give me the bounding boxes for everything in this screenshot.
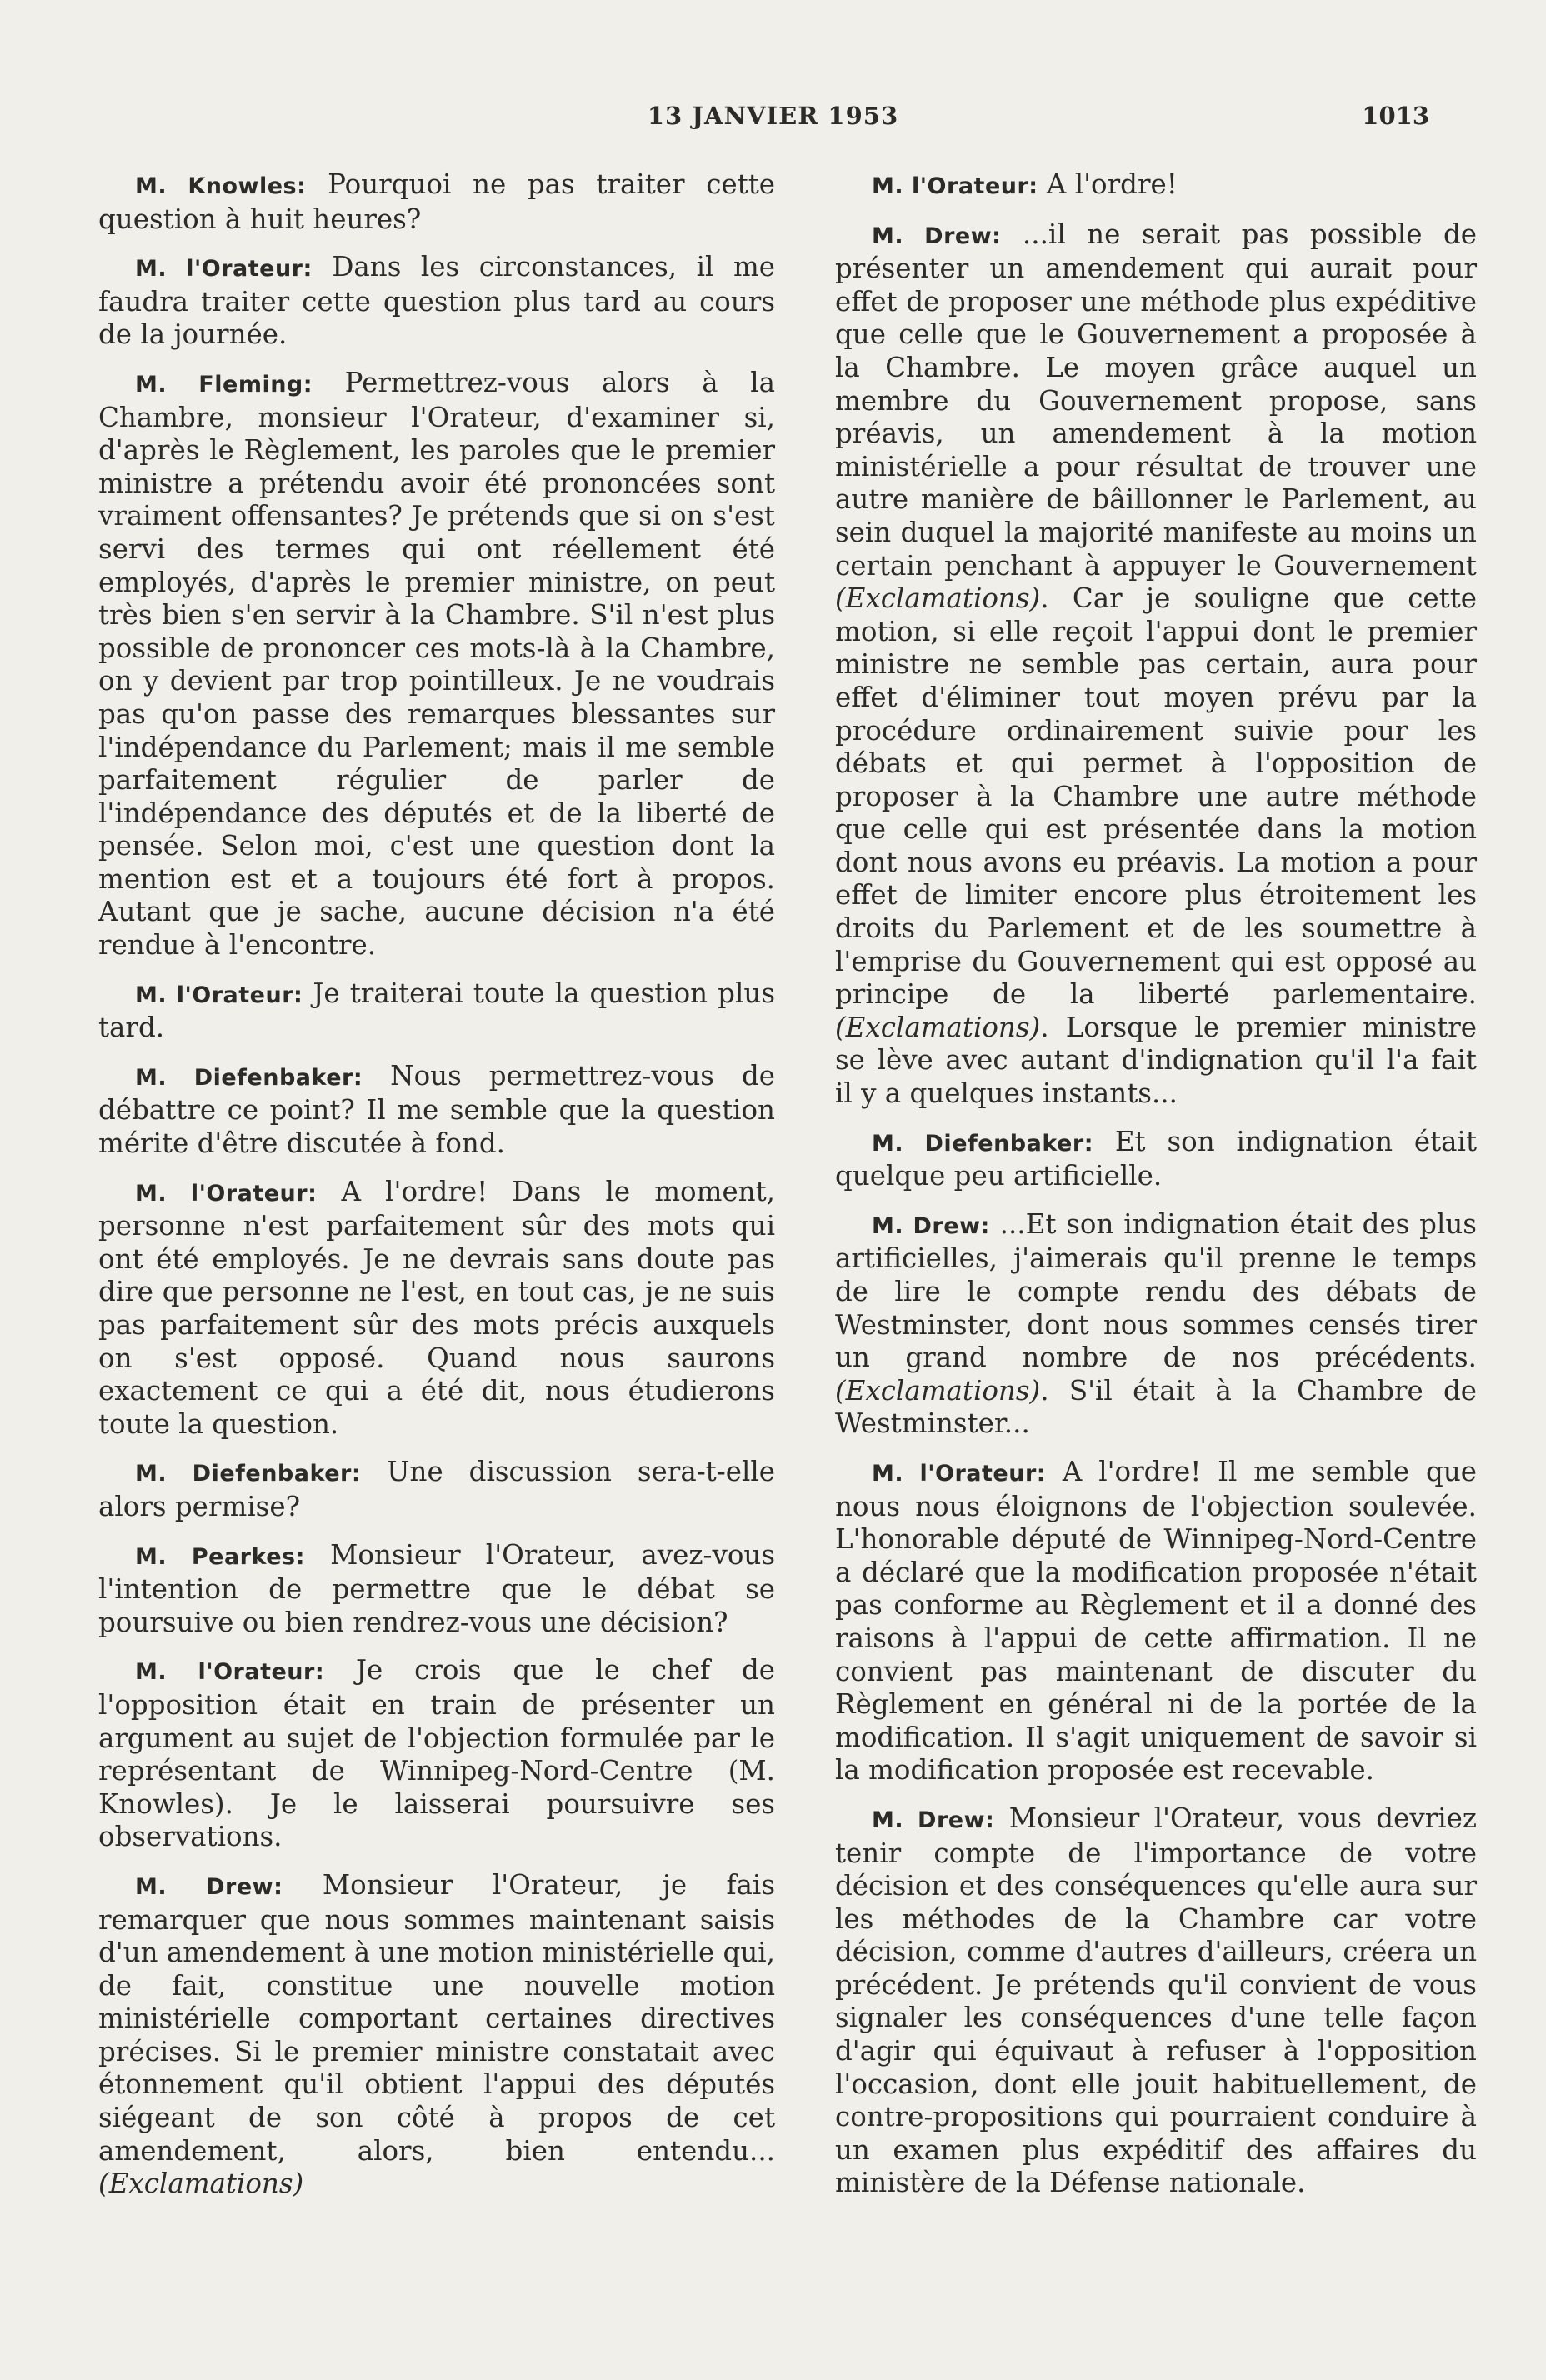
- speaker-name: M. Fleming:: [135, 371, 313, 398]
- paragraph-text: Nous permettrez-vous de débattre ce point? Il me semble que la question mérite d'être discutée à fond.: [98, 1059, 775, 1160]
- paragraph: [835, 1126, 1477, 1193]
- paragraph-text: Je traiterai toute la question plus tard.: [98, 977, 775, 1044]
- paragraph-text: A l'ordre! Dans le moment, personne n'est parfaitement sûr des mots qui ont été employés. Je ne devrais sans doute pas dire que personne ne l'est, en tout cas, je ne suis pas parfaitement sûr des mots précis auxquels on s'est opposé. Quand nous saurons exactement ce qui a été dit, nous étudierons toute la question.: [98, 1175, 775, 1440]
- paragraph: [835, 218, 1477, 1111]
- speaker-name: M. Drew:: [135, 1873, 283, 1900]
- speaker-name: M. Drew:: [872, 1212, 990, 1239]
- speaker-name: M. Drew:: [872, 222, 1002, 249]
- paragraph: [98, 367, 775, 962]
- paragraph-text: ...il ne serait pas possible de présenter un amendement qui aurait pour effet de proposer une méthode plus expéditive que celle que le Gouvernement a proposée à la Chambre. Le moyen grâce auquel un membre du Gouvernement propose, sans préavis, un amendement à la motion ministérielle a pour résultat de trouver une autre manière de bâillonner le Parlement, au sein duquel la majorité manifeste au moins un certain penchant à appuyer le Gouvernement: [835, 218, 1477, 582]
- paragraph: [98, 978, 775, 1045]
- paragraph-text: . Car je souligne que cette motion, si elle reçoit l'appui dont le premier ministre ne semble pas certain, aura pour effet d'éliminer tout moyen prévu par la procédure ordinairement suivie pour les débats et qui permet à l'opposition de proposer à la Chambre une autre méthode que celle qui est présentée dans la motion dont nous avons eu préavis. La motion a pour effet de limiter encore plus étroitement les droits du Parlement et de les soumettre à l'emprise du Gouvernement qui est opposé au principe de la liberté parlementaire.: [835, 582, 1477, 1011]
- speaker-name: M. Diefenbaker:: [135, 1461, 362, 1488]
- paragraph: [835, 1456, 1477, 1788]
- interjection: (Exclamations): [835, 582, 1041, 615]
- paragraph-text: Monsieur l'Orateur, avez-vous l'intention de permettre que le débat se poursuive ou bien rendrez-vous une décision?: [98, 1538, 776, 1638]
- speaker-name: M. l'Orateur:: [135, 1180, 318, 1207]
- paragraph: [835, 1802, 1477, 2200]
- paragraph-text: Dans les circonstances, il me faudra traiter cette question plus tard au cours de la journée.: [98, 251, 775, 351]
- speaker-name: M. Diefenbaker:: [872, 1130, 1093, 1157]
- paragraph: [98, 1539, 775, 1640]
- speaker-name: M. Knowles:: [135, 173, 307, 199]
- paragraph: [98, 1869, 775, 2201]
- interjection: (Exclamations): [835, 1374, 1041, 1407]
- speaker-name: M. Pearkes:: [135, 1543, 305, 1570]
- speaker-name: M. l'Orateur:: [135, 1659, 325, 1686]
- interjection: (Exclamations): [98, 2168, 304, 2200]
- page-header: [100, 102, 1446, 143]
- paragraph-text: Pourquoi ne pas traiter cette question à huit heures?: [98, 168, 775, 235]
- paragraph: [98, 1176, 775, 1442]
- paragraph-text: Et son indignation était quelque peu artificielle.: [835, 1125, 1477, 1192]
- page-date: 13 JANVIER 1953: [647, 102, 899, 130]
- paragraph: [98, 1456, 775, 1523]
- right-column: [835, 168, 1477, 2215]
- paragraph-text: . S'il était à la Chambre de Westminster...: [835, 1374, 1477, 1440]
- paragraph-text: Monsieur l'Orateur, vous devriez tenir compte de l'importance de votre décision et des conséquences qu'elle aura sur les méthodes de la Chambre car votre décision, comme d'autres d'ailleurs, créera un précédent. Je prétends qu'il convient de vous signaler les conséquences d'une telle façon d'agir qui équivaut à refuser à l'opposition l'occasion, dont elle jouit habituellement, de contre-propositions qui pourraient conduire à un examen plus expéditif des affaires du ministère de la Défense nationale.: [835, 1802, 1477, 2199]
- speaker-name: M. l'Orateur:: [135, 256, 313, 282]
- speaker-name: M. Drew:: [872, 1807, 995, 1833]
- paragraph-text: A l'ordre! Il me semble que nous nous éloignons de l'objection soulevée. L'honorable député de Winnipeg-Nord-Centre a déclaré que la modification proposée n'était pas conforme au Règlement et il a donné des raisons à l'appui de cette affirmation. Il ne convient pas maintenant de discuter du Règlement en général ni de la portée de la modification. Il s'agit uniquement de savoir si la modification proposée est recevable.: [835, 1455, 1478, 1787]
- speaker-name: M. Diefenbaker:: [135, 1064, 363, 1091]
- paragraph-text: ...Et son indignation était des plus artificielles, j'aimerais qu'il prenne le temps de lire le compte rendu des débats de Westminster, dont nous sommes censés tirer un grand nombre de nos précédents.: [835, 1208, 1477, 1374]
- paragraph-text: Monsieur l'Orateur, je fais remarquer que nous sommes maintenant saisis d'un amendement à une motion ministérielle qui, de fait, constitue une nouvelle motion ministérielle comportant certaines directives précises. Si le premier ministre constatait avec étonnement qu'il obtient l'appui des députés siégeant de son côté à propos de cet amendement, alors, bien entendu...: [98, 1868, 775, 2167]
- paragraph: [98, 1060, 775, 1161]
- interjection: (Exclamations): [835, 1011, 1041, 1043]
- paragraph: [835, 1208, 1477, 1441]
- paragraph-text: Une discussion sera-t-elle alors permise?: [98, 1456, 775, 1522]
- paragraph-text: . Lorsque le premier ministre se lève avec autant d'indignation qu'il l'a fait il y a quelques instants...: [835, 1011, 1477, 1110]
- paragraph: [835, 168, 1477, 203]
- paragraph: [98, 1654, 775, 1854]
- speaker-name: M. l'Orateur:: [872, 173, 1038, 199]
- paragraph: [98, 251, 775, 352]
- paragraph-text: Permettrez-vous alors à la Chambre, monsieur l'Orateur, d'examiner si, d'après le Règlement, les paroles que le premier ministre a prétendu avoir été prononcées sont vraiment offensantes? Je prétends que si on s'est servi des termes qui ont réellement été employés, d'après le premier ministre, on peut très bien s'en servir à la Chambre. S'il n'est plus possible de prononcer ces mots-là à la Chambre, on y devient par trop pointilleux. Je ne voudrais pas qu'on passe des remarques blessantes sur l'indépendance du Parlement; mais il me semble parfaitement régulier de parler de l'indépendance des députés et de la liberté de pensée. Selon moi, c'est une question dont la mention est et a toujours été fort à propos. Autant que je sache, aucune décision n'a été rendue à l'encontre.: [98, 366, 775, 962]
- paragraph-text: A l'ordre!: [1038, 168, 1178, 200]
- page-number: 1013: [1362, 102, 1429, 130]
- left-column: [98, 168, 775, 2216]
- speaker-name: M. l'Orateur:: [872, 1460, 1047, 1487]
- paragraph-text: Je crois que le chef de l'opposition était en train de présenter un argument au sujet de l'objection formulée par le représentant de Winnipeg-Nord-Centre (M. Knowles). Je le laisserai poursuivre ses observations.: [98, 1654, 775, 1853]
- speaker-name: M. l'Orateur:: [135, 982, 303, 1008]
- paragraph: [98, 168, 775, 236]
